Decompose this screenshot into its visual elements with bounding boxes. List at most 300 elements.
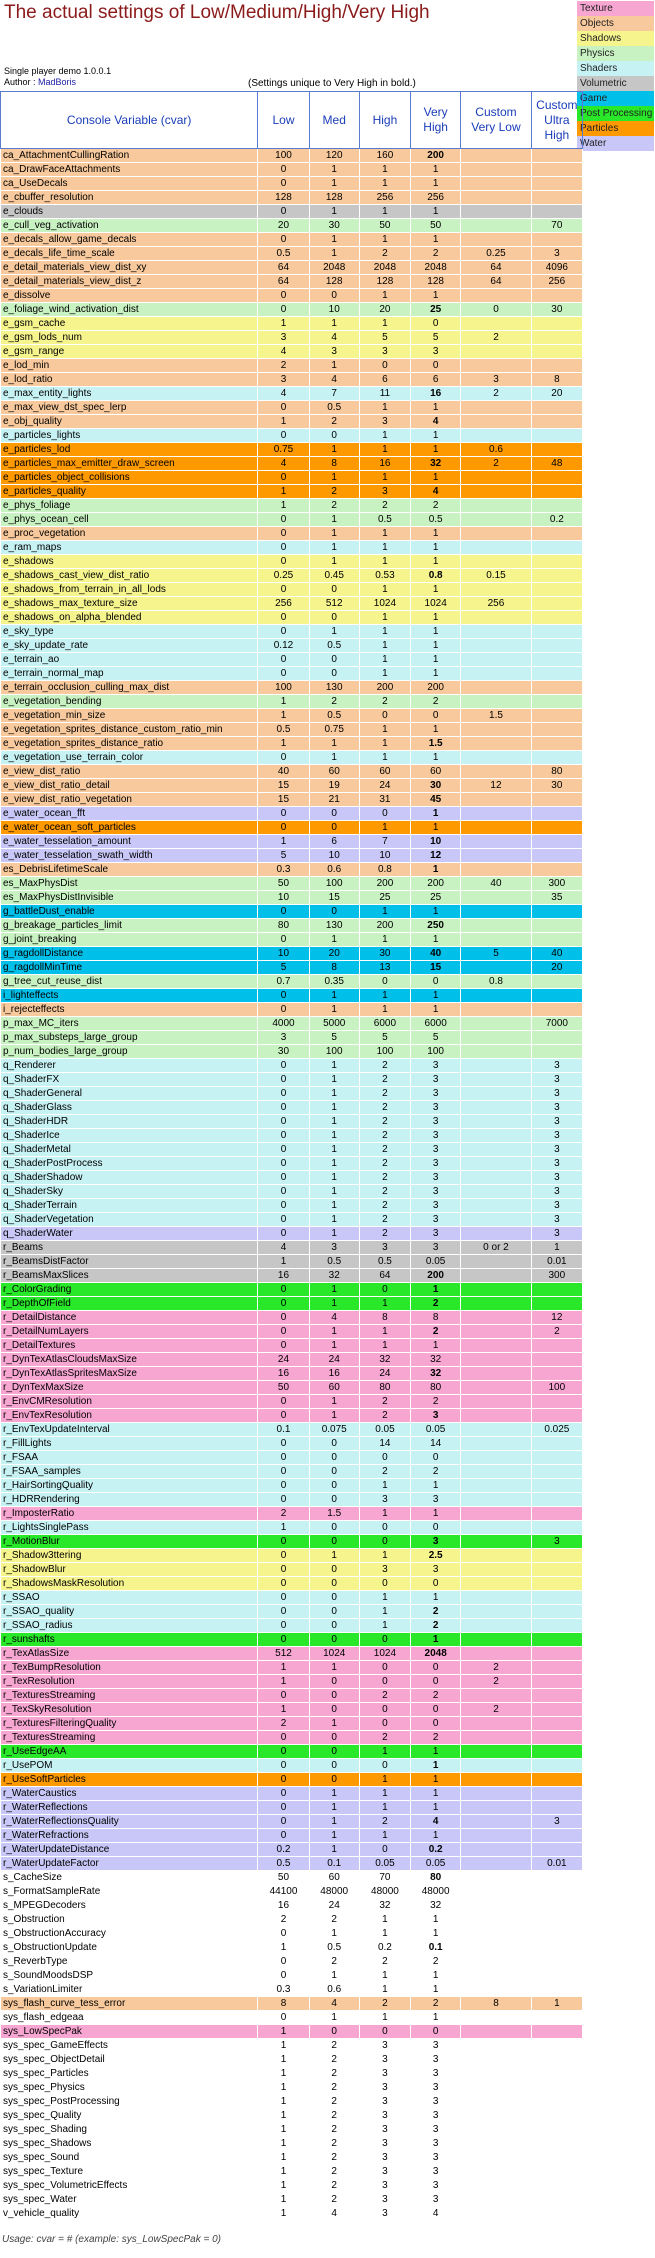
cvar-value: 1 xyxy=(411,443,461,457)
cvar-value xyxy=(531,1633,582,1647)
cvar-value xyxy=(531,233,582,247)
cvar-value: 16 xyxy=(258,1269,309,1283)
cvar-value: 40 xyxy=(411,947,461,961)
cvar-value: 1 xyxy=(411,1983,461,1997)
cvar-value xyxy=(531,2025,582,2039)
cvar-value: 1 xyxy=(258,737,309,751)
cvar-value: 2 xyxy=(359,1101,410,1115)
cvar-value xyxy=(461,1255,531,1269)
cvar-value: 2 xyxy=(309,2151,359,2165)
cvar-value xyxy=(531,2179,582,2193)
cvar-value xyxy=(531,1395,582,1409)
cvar-value xyxy=(531,821,582,835)
table-row xyxy=(1,2039,583,2053)
cvar-value: 0 xyxy=(309,611,359,625)
cvar-value: 0 xyxy=(309,1479,359,1493)
cvar-value: 1 xyxy=(411,1969,461,1983)
cvar-value: 1 xyxy=(309,933,359,947)
cvar-value: 512 xyxy=(309,597,359,611)
cvar-value: 0 xyxy=(359,1759,410,1773)
cvar-value: 250 xyxy=(411,919,461,933)
cvar-value: 1 xyxy=(359,1969,410,1983)
cvar-value: 5 xyxy=(411,331,461,345)
cvar-value: 2 xyxy=(411,1465,461,1479)
cvar-value: 100 xyxy=(359,1045,410,1059)
cvar-value: 1 xyxy=(309,1843,359,1857)
cvar-value: 1 xyxy=(258,1941,309,1955)
cvar-value: 2 xyxy=(461,457,531,471)
cvar-value: 0 xyxy=(359,1703,410,1717)
cvar-value: 3 xyxy=(531,1157,582,1171)
cvar-value: 3 xyxy=(359,1241,410,1255)
cvar-value xyxy=(461,2109,531,2123)
cvar-value: 0 xyxy=(309,1563,359,1577)
cvar-value xyxy=(531,737,582,751)
cvar-value: 1 xyxy=(359,611,410,625)
cvar-name: q_ShaderVegetation xyxy=(1,1213,258,1227)
table-body xyxy=(1,149,583,2221)
cvar-value: 1 xyxy=(258,2039,309,2053)
cvar-name: r_WaterRefractions xyxy=(1,1829,258,1843)
cvar-value xyxy=(461,233,531,247)
cvar-value xyxy=(461,695,531,709)
cvar-value: 0.6 xyxy=(309,1983,359,1997)
cvar-value: 3 xyxy=(359,2067,410,2081)
cvar-value: 0.7 xyxy=(258,975,309,989)
cvar-value xyxy=(461,863,531,877)
cvar-value xyxy=(461,2123,531,2137)
table-row xyxy=(1,2165,583,2179)
cvar-value: 1 xyxy=(309,1199,359,1213)
cvar-name: r_TexturesStreaming xyxy=(1,1731,258,1745)
cvar-name: e_max_entity_lights xyxy=(1,387,258,401)
table-row xyxy=(1,247,583,261)
cvar-value xyxy=(461,1437,531,1451)
cvar-name: r_FSAA_samples xyxy=(1,1465,258,1479)
cvar-name: q_ShaderSky xyxy=(1,1185,258,1199)
cvar-value: 0.35 xyxy=(309,975,359,989)
cvar-value: 1 xyxy=(411,1801,461,1815)
cvar-value: 0 xyxy=(258,233,309,247)
table-row xyxy=(1,933,583,947)
cvar-value: 1 xyxy=(359,583,410,597)
cvar-value: 0.45 xyxy=(309,569,359,583)
cvar-name: sys_spec_Sound xyxy=(1,2151,258,2165)
cvar-value: 0.5 xyxy=(309,709,359,723)
cvar-value: 2 xyxy=(359,1199,410,1213)
table-row xyxy=(1,835,583,849)
cvar-value xyxy=(531,1647,582,1661)
cvar-value: 1 xyxy=(359,821,410,835)
cvar-value: 25 xyxy=(411,891,461,905)
cvar-value: 1 xyxy=(309,317,359,331)
cvar-value: 5 xyxy=(411,1031,461,1045)
cvar-value: 1 xyxy=(309,541,359,555)
cvar-value: 256 xyxy=(258,597,309,611)
cvar-value: 5000 xyxy=(309,1017,359,1031)
cvar-name: e_water_tesselation_amount xyxy=(1,835,258,849)
table-row xyxy=(1,1087,583,1101)
cvar-value: 1 xyxy=(359,1787,410,1801)
cvar-value xyxy=(461,1591,531,1605)
cvar-value xyxy=(461,1395,531,1409)
table-row xyxy=(1,975,583,989)
table-row xyxy=(1,737,583,751)
cvar-name: r_SSAO_quality xyxy=(1,1605,258,1619)
cvar-value: 3 xyxy=(411,1157,461,1171)
table-row xyxy=(1,1423,583,1437)
cvar-value: 5 xyxy=(359,1031,410,1045)
cvar-value: 1 xyxy=(309,1815,359,1829)
cvar-value: 80 xyxy=(258,919,309,933)
cvar-value: 200 xyxy=(411,681,461,695)
cvar-value: 1 xyxy=(359,1325,410,1339)
cvar-value: 2 xyxy=(461,1703,531,1717)
cvar-value xyxy=(461,1073,531,1087)
cvar-name: sys_spec_Water xyxy=(1,2193,258,2207)
cvar-value: 1 xyxy=(411,429,461,443)
cvar-value xyxy=(531,989,582,1003)
cvar-value: 80 xyxy=(411,1381,461,1395)
cvar-value xyxy=(461,1409,531,1423)
cvar-value xyxy=(461,1045,531,1059)
cvar-name: r_TexAtlasSize xyxy=(1,1647,258,1661)
cvar-value: 0 xyxy=(309,1619,359,1633)
cvar-value: 0.12 xyxy=(258,639,309,653)
table-row xyxy=(1,989,583,1003)
cvar-value: 0.6 xyxy=(461,443,531,457)
cvar-value: 1 xyxy=(258,1255,309,1269)
cvar-value xyxy=(461,359,531,373)
cvar-value: 1 xyxy=(411,905,461,919)
cvar-value: 3 xyxy=(531,1087,582,1101)
table-row xyxy=(1,1311,583,1325)
cvar-name: r_DynTexAtlasCloudsMaxSize xyxy=(1,1353,258,1367)
cvar-value: 2 xyxy=(411,1395,461,1409)
cvar-value xyxy=(531,1297,582,1311)
cvar-value: 0 xyxy=(258,1073,309,1087)
cvar-value xyxy=(531,807,582,821)
cvar-value: 64 xyxy=(461,261,531,275)
cvar-value: 1 xyxy=(411,821,461,835)
cvar-name: r_ImposterRatio xyxy=(1,1507,258,1521)
cvar-value: 0 xyxy=(411,1521,461,1535)
cvar-value: 1 xyxy=(411,653,461,667)
cvar-value: 20 xyxy=(531,387,582,401)
cvar-value xyxy=(531,415,582,429)
cvar-value: 7 xyxy=(359,835,410,849)
table-row xyxy=(1,891,583,905)
cvar-value: 3 xyxy=(411,2039,461,2053)
cvar-value: 3 xyxy=(359,415,410,429)
table-row xyxy=(1,1353,583,1367)
table-row xyxy=(1,401,583,415)
table-row xyxy=(1,2095,583,2109)
cvar-value: 1024 xyxy=(309,1647,359,1661)
table-row xyxy=(1,1647,583,1661)
table-row xyxy=(1,177,583,191)
cvar-value: 3 xyxy=(531,1129,582,1143)
table-row xyxy=(1,2123,583,2137)
cvar-name: s_MPEGDecoders xyxy=(1,1899,258,1913)
cvar-name: es_MaxPhysDist xyxy=(1,877,258,891)
cvar-value xyxy=(461,149,531,163)
cvar-value: 3 xyxy=(309,345,359,359)
cvar-value: 1 xyxy=(309,1787,359,1801)
cvar-value: 1 xyxy=(411,1633,461,1647)
cvar-value: 200 xyxy=(411,1269,461,1283)
cvar-value xyxy=(461,1633,531,1647)
cvar-value: 4 xyxy=(411,485,461,499)
cvar-name: e_cull_veg_activation xyxy=(1,219,258,233)
table-row xyxy=(1,2151,583,2165)
cvar-value: 1 xyxy=(411,471,461,485)
cvar-value xyxy=(461,289,531,303)
cvar-value: 3 xyxy=(531,1535,582,1549)
cvar-value xyxy=(461,1101,531,1115)
column-header: Very High xyxy=(411,92,461,149)
cvar-value: 0 xyxy=(258,1003,309,1017)
cvar-value: 0 xyxy=(309,1451,359,1465)
cvar-value: 0 xyxy=(309,1703,359,1717)
cvar-value: 0 xyxy=(258,1731,309,1745)
cvar-value: 30 xyxy=(531,779,582,793)
cvar-value xyxy=(461,2137,531,2151)
cvar-value: 0 xyxy=(258,751,309,765)
cvar-value xyxy=(461,1185,531,1199)
table-row xyxy=(1,2067,583,2081)
cvar-value: 2 xyxy=(411,1997,461,2011)
table-row xyxy=(1,443,583,457)
cvar-value: 40 xyxy=(258,765,309,779)
table-row xyxy=(1,1801,583,1815)
cvar-value: 1 xyxy=(411,807,461,821)
cvar-value xyxy=(461,1955,531,1969)
cvar-name: r_WaterCaustics xyxy=(1,1787,258,1801)
table-row xyxy=(1,1703,583,1717)
table-row xyxy=(1,1507,583,1521)
cvar-value xyxy=(531,1003,582,1017)
cvar-value: 1 xyxy=(359,163,410,177)
cvar-value: 0 xyxy=(309,1465,359,1479)
cvar-name: e_decals_life_time_scale xyxy=(1,247,258,261)
cvar-value: 0 xyxy=(309,1633,359,1647)
cvar-value: 0 xyxy=(258,1801,309,1815)
cvar-name: e_view_dist_ratio_vegetation xyxy=(1,793,258,807)
cvar-value: 16 xyxy=(258,1899,309,1913)
cvar-value xyxy=(531,709,582,723)
cvar-value xyxy=(461,1115,531,1129)
cvar-value: 1 xyxy=(309,1171,359,1185)
cvar-value: 0.2 xyxy=(359,1941,410,1955)
table-row xyxy=(1,639,583,653)
cvar-value: 5 xyxy=(359,331,410,345)
cvar-value: 0 xyxy=(258,1591,309,1605)
cvar-value: 3 xyxy=(411,2193,461,2207)
cvar-value: 2 xyxy=(359,1465,410,1479)
column-header: Custom Ultra High xyxy=(531,92,582,149)
cvar-name: s_CacheSize xyxy=(1,1871,258,1885)
cvar-value xyxy=(531,541,582,555)
cvar-value: 2048 xyxy=(359,261,410,275)
table-row xyxy=(1,1171,583,1185)
cvar-value: 1 xyxy=(309,1101,359,1115)
cvar-value xyxy=(461,2179,531,2193)
cvar-value: 0 xyxy=(411,1577,461,1591)
cvar-name: e_gsm_lods_num xyxy=(1,331,258,345)
table-row xyxy=(1,1297,583,1311)
cvar-value: 1 xyxy=(258,2081,309,2095)
cvar-value: 1 xyxy=(309,1829,359,1843)
cvar-value: 0 xyxy=(258,1563,309,1577)
cvar-value: 1 xyxy=(359,555,410,569)
cvar-value xyxy=(531,2039,582,2053)
cvar-value xyxy=(461,163,531,177)
table-row xyxy=(1,527,583,541)
cvar-value: 3 xyxy=(531,1059,582,1073)
cvar-value: 100 xyxy=(309,877,359,891)
column-header: Low xyxy=(258,92,309,149)
cvar-value: 0.3 xyxy=(258,863,309,877)
cvar-value: 0 xyxy=(359,1535,410,1549)
cvar-value: 0 xyxy=(258,1437,309,1451)
cvar-value: 1024 xyxy=(411,597,461,611)
cvar-value xyxy=(461,317,531,331)
cvar-value: 3 xyxy=(411,2053,461,2067)
cvar-value: 256 xyxy=(411,191,461,205)
cvar-value xyxy=(461,961,531,975)
table-row xyxy=(1,415,583,429)
cvar-value: 2 xyxy=(309,2123,359,2137)
table-row xyxy=(1,1395,583,1409)
cvar-value xyxy=(461,625,531,639)
table-row xyxy=(1,653,583,667)
cvar-value xyxy=(461,513,531,527)
cvar-value: 3 xyxy=(411,2165,461,2179)
cvar-value: 12 xyxy=(461,779,531,793)
cvar-value: 3 xyxy=(359,1563,410,1577)
cvar-value: 32 xyxy=(359,1899,410,1913)
cvar-value xyxy=(461,2039,531,2053)
cvar-value: 5 xyxy=(258,961,309,975)
cvar-value: 4 xyxy=(309,2207,359,2221)
cvar-value: 0 xyxy=(258,1773,309,1787)
cvar-value: 0 xyxy=(258,1115,309,1129)
author-label: Author : xyxy=(4,77,39,87)
table-row xyxy=(1,1339,583,1353)
cvar-value: 0.5 xyxy=(258,1857,309,1871)
cvar-value: 1 xyxy=(359,1479,410,1493)
cvar-value xyxy=(531,1759,582,1773)
cvar-name: p_max_substeps_large_group xyxy=(1,1031,258,1045)
cvar-value xyxy=(531,191,582,205)
cvar-value: 1 xyxy=(309,1339,359,1353)
cvar-value: 3 xyxy=(531,1199,582,1213)
cvar-value: 3 xyxy=(531,1185,582,1199)
cvar-value: 1.5 xyxy=(411,737,461,751)
cvar-value: 1 xyxy=(411,2011,461,2025)
cvar-value: 30 xyxy=(258,1045,309,1059)
cvar-value: 2 xyxy=(309,2179,359,2193)
cvar-name: e_clouds xyxy=(1,205,258,219)
cvar-value xyxy=(461,191,531,205)
cvar-value: 1 xyxy=(359,653,410,667)
cvar-value: 1 xyxy=(309,1549,359,1563)
cvar-value: 0 xyxy=(258,163,309,177)
cvar-value: 0 xyxy=(258,1409,309,1423)
cvar-name: q_ShaderIce xyxy=(1,1129,258,1143)
cvar-value: 0 xyxy=(258,1101,309,1115)
cvar-value: 2 xyxy=(258,359,309,373)
cvar-value: 1 xyxy=(359,541,410,555)
cvar-value: 0.8 xyxy=(461,975,531,989)
cvar-value xyxy=(461,1941,531,1955)
cvar-value xyxy=(531,1675,582,1689)
cvar-value: 0 xyxy=(309,1773,359,1787)
legend-item-volumetric: Volumetric xyxy=(577,76,654,91)
cvar-value: 2 xyxy=(359,1689,410,1703)
table-row xyxy=(1,1983,583,1997)
cvar-value: 0.75 xyxy=(258,443,309,457)
cvar-value: 0.25 xyxy=(461,247,531,261)
cvar-value: 1 xyxy=(411,1773,461,1787)
table-row xyxy=(1,919,583,933)
cvar-value: 0 xyxy=(411,1717,461,1731)
cvar-name: r_DepthOfField xyxy=(1,1297,258,1311)
table-row xyxy=(1,261,583,275)
table-row xyxy=(1,1437,583,1451)
cvar-value: 60 xyxy=(309,1871,359,1885)
cvar-name: q_ShaderHDR xyxy=(1,1115,258,1129)
cvar-value: 1 xyxy=(359,1927,410,1941)
cvar-value xyxy=(461,1717,531,1731)
cvar-value xyxy=(461,1871,531,1885)
cvar-value: 0 xyxy=(258,807,309,821)
cvar-value: 0 xyxy=(411,975,461,989)
cvar-value: 10 xyxy=(258,891,309,905)
cvar-name: r_HairSortingQuality xyxy=(1,1479,258,1493)
cvar-value: 2 xyxy=(411,1955,461,1969)
cvar-value xyxy=(461,2095,531,2109)
cvar-value xyxy=(531,527,582,541)
cvar-value xyxy=(531,345,582,359)
cvar-value: 3 xyxy=(411,345,461,359)
cvar-value xyxy=(531,1451,582,1465)
cvar-name: e_obj_quality xyxy=(1,415,258,429)
cvar-value: 200 xyxy=(359,919,410,933)
cvar-value xyxy=(531,2011,582,2025)
cvar-value: 1024 xyxy=(359,1647,410,1661)
cvar-name: sys_spec_GameEffects xyxy=(1,2039,258,2053)
cvar-value xyxy=(531,597,582,611)
table-row xyxy=(1,289,583,303)
cvar-value: 0 xyxy=(359,1451,410,1465)
cvar-value: 3 xyxy=(531,1143,582,1157)
cvar-value: 0 xyxy=(258,1619,309,1633)
table-row xyxy=(1,1773,583,1787)
cvar-value: 48000 xyxy=(359,1885,410,1899)
cvar-name: r_SSAO_radius xyxy=(1,1619,258,1633)
cvar-value: 1 xyxy=(359,177,410,191)
cvar-value: 1 xyxy=(309,527,359,541)
cvar-name: e_water_tesselation_swath_width xyxy=(1,849,258,863)
cvar-value: 3 xyxy=(411,2179,461,2193)
cvar-value: 100 xyxy=(411,1045,461,1059)
cvar-value: 2 xyxy=(309,2067,359,2081)
cvar-value: 2 xyxy=(359,1087,410,1101)
cvar-value: 3 xyxy=(359,2109,410,2123)
cvar-value: 1 xyxy=(411,1913,461,1927)
